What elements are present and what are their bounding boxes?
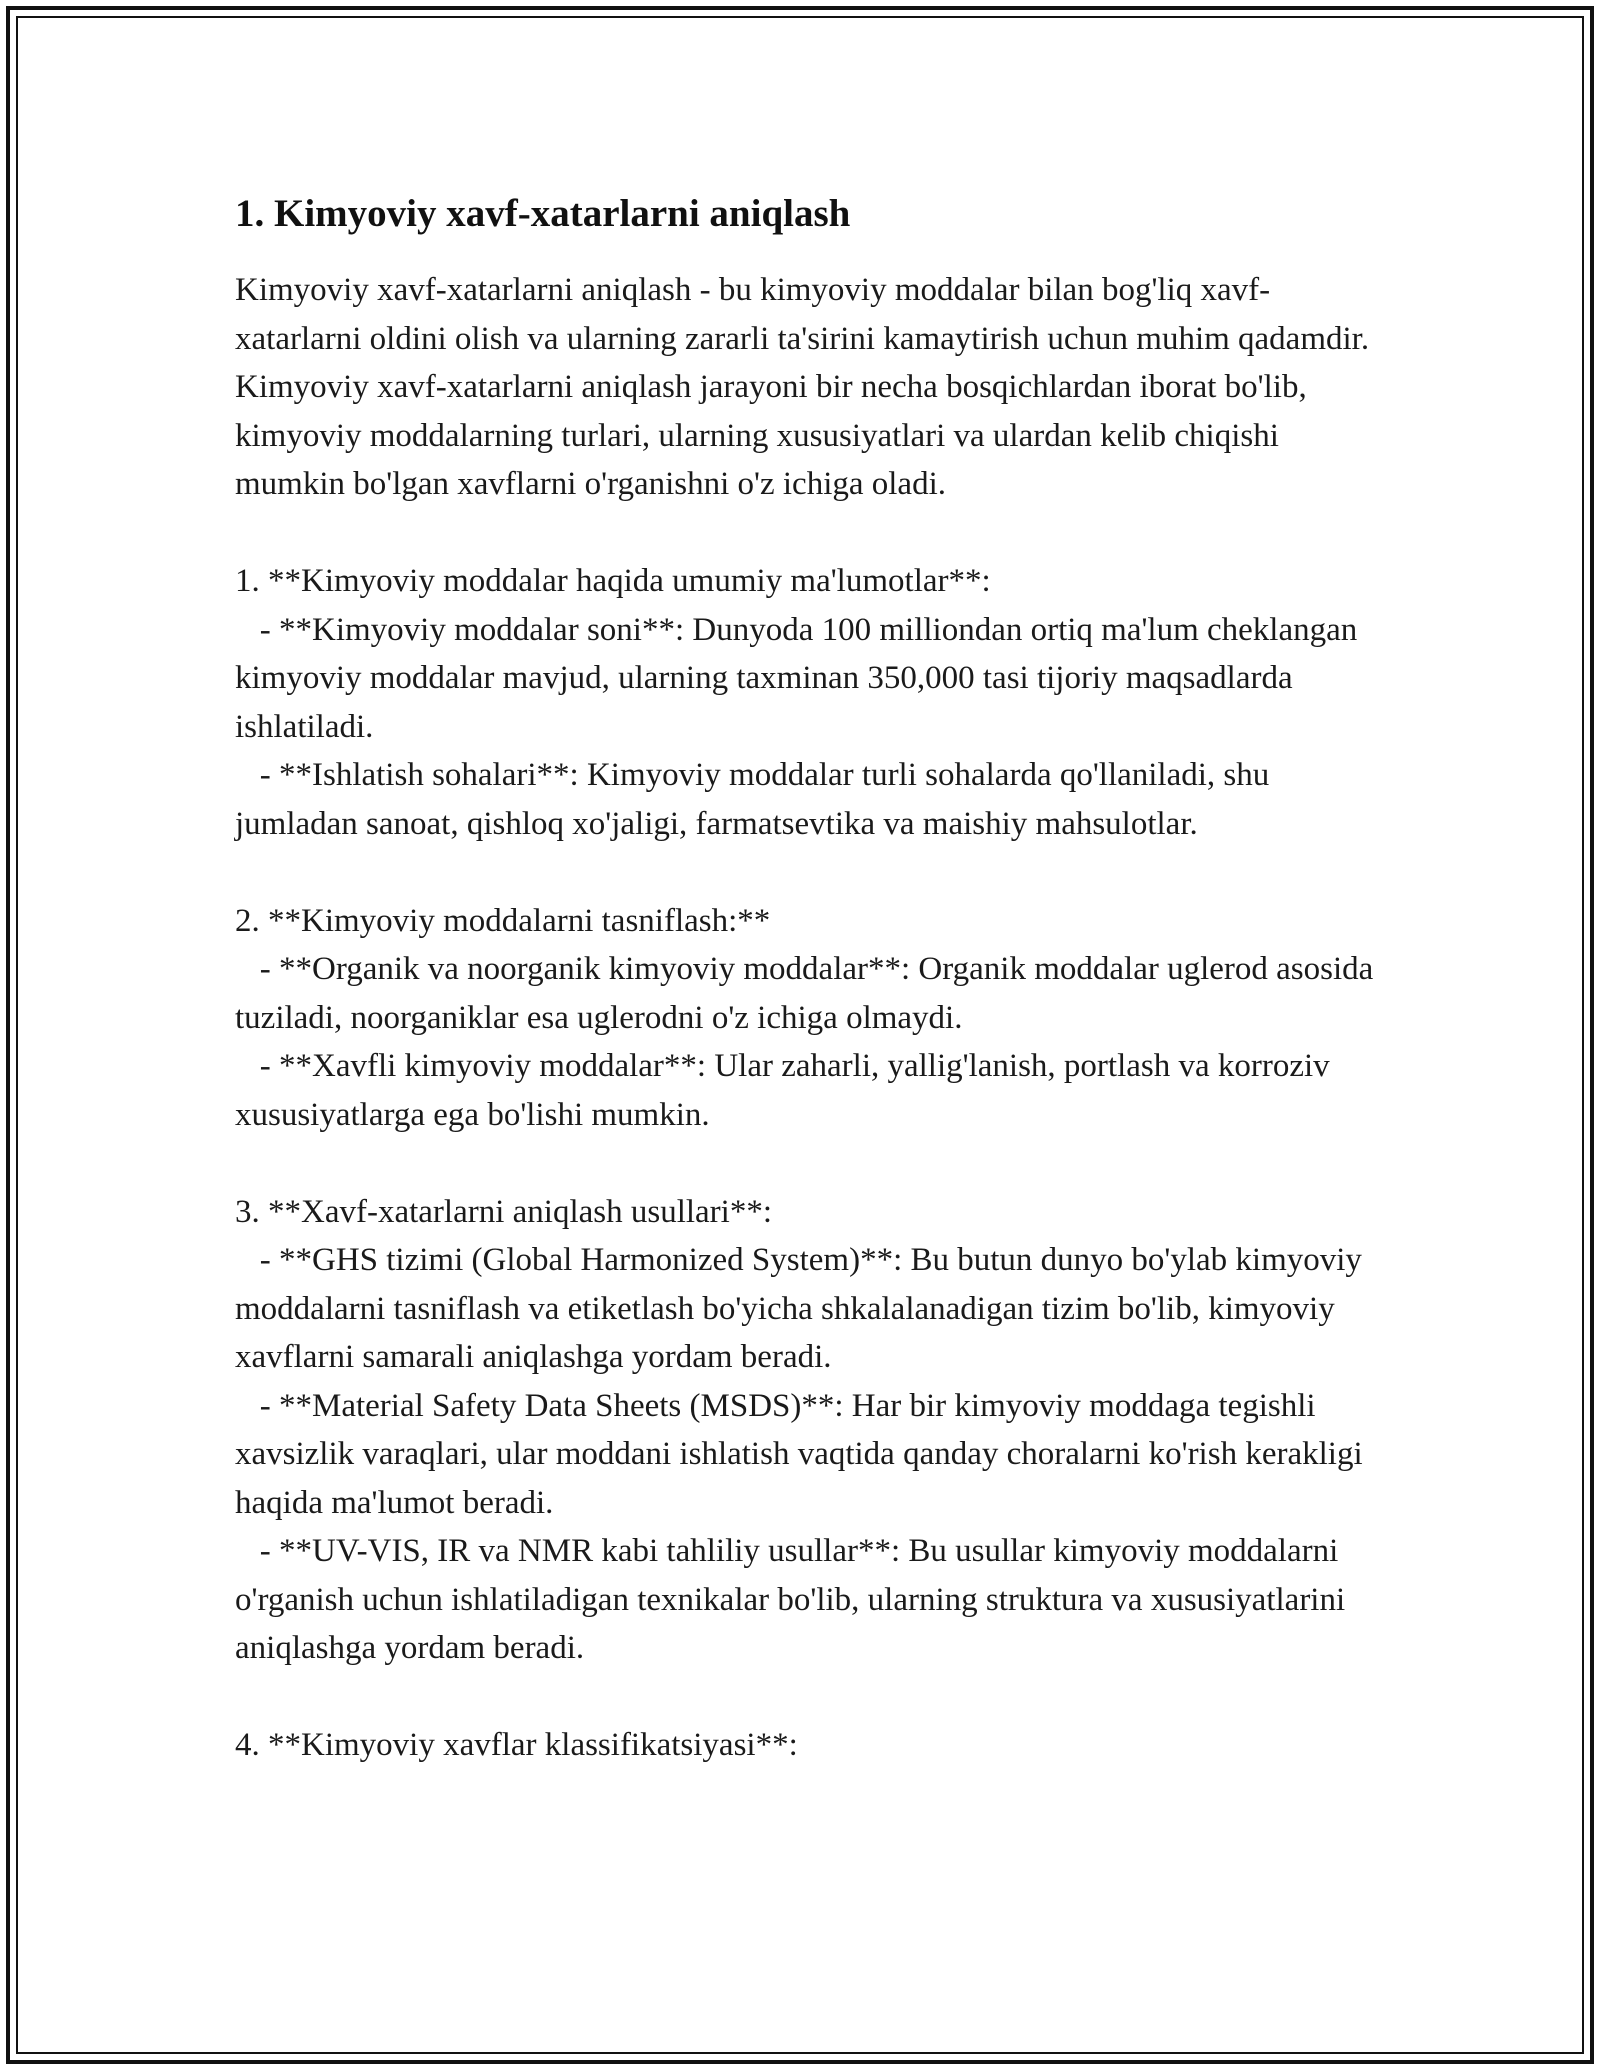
spacer	[235, 1673, 1385, 1722]
section-1	[235, 557, 1385, 848]
list-item: - **UV-VIS, IR va NMR kabi tahliliy usullar**: Bu usullar kimyoviy moddalarni o'rganish uchun ishlatiladigan texnikalar bo'lib, ularning struktura va xususiyatlarini aniqlashga yordam beradi.	[235, 1533, 1354, 1666]
section-4	[235, 1721, 1385, 1770]
list-item: - **Xavfli kimyoviy moddalar**: Ular zaharli, yallig'lanish, portlash va korroziv xususiyatlarga ega bo'lishi mumkin.	[235, 1048, 1338, 1133]
list-item: - **Kimyoviy moddalar soni**: Dunyoda 100 milliondan ortiq ma'lum cheklangan kimyoviy moddalar mavjud, ularning taxminan 350,000 tasi tijoriy maqsadlarda ishlatiladi.	[235, 611, 1366, 745]
section-2	[235, 897, 1385, 1140]
document-body	[235, 186, 1385, 1770]
section-heading: 3. **Xavf-xatarlarni aniqlash usullari**:	[235, 1193, 773, 1230]
section-heading: 2. **Kimyoviy moddalarni tasniflash:**	[235, 902, 771, 939]
intro-paragraph: Kimyoviy xavf-xatarlarni aniqlash - bu kimyoviy moddalar bilan bog'liq xavf-xatarlarni oldini olish va ularning zararli ta'sirini kamaytirish uchun muhim qadamdir. Kimyoviy xavf-xatarlarni aniqlash jarayoni bir necha bosqichlardan iborat bo'lib, kimyoviy moddalarning turlari, ularning xususiyatlari va ulardan kelib chiqishi mumkin bo'lgan xavflarni o'rganishni o'z ichiga oladi.	[235, 272, 1378, 502]
list-item: - **GHS tizimi (Global Harmonized System)**: Bu butun dunyo bo'ylab kimyoviy moddalarni tasniflash va etiketlash bo'yicha shkalalanadigan tizim bo'lib, kimyoviy xavflarni samarali aniqlashga yordam beradi.	[235, 1242, 1371, 1375]
document-title: 1. Kimyoviy xavf-xatarlarni aniqlash	[235, 192, 851, 235]
list-item: - **Ishlatish sohalari**: Kimyoviy moddalar turli sohalarda qo'llaniladi, shu jumladan sanoat, qishloq xo'jaligi, farmatsevtika va maishiy mahsulotlar.	[235, 757, 1278, 842]
spacer	[235, 848, 1385, 897]
spacer	[235, 509, 1385, 558]
list-item: - **Organik va noorganik kimyoviy moddalar**: Organik moddalar uglerod asosida tuziladi, noorganiklar esa uglerodni o'z ichiga olmaydi.	[235, 951, 1382, 1036]
list-item: - **Material Safety Data Sheets (MSDS)**: Har bir kimyoviy moddaga tegishli xavsizlik varaqlari, ular moddani ishlatish vaqtida qanday choralarni ko'rish kerakligi haqida ma'lumot beradi.	[235, 1387, 1371, 1521]
section-heading: 1. **Kimyoviy moddalar haqida umumiy ma'lumotlar**:	[235, 563, 991, 599]
section-heading: 4. **Kimyoviy xavflar klassifikatsiyasi**:	[235, 1727, 798, 1763]
spacer	[235, 1139, 1385, 1188]
section-3	[235, 1188, 1385, 1673]
